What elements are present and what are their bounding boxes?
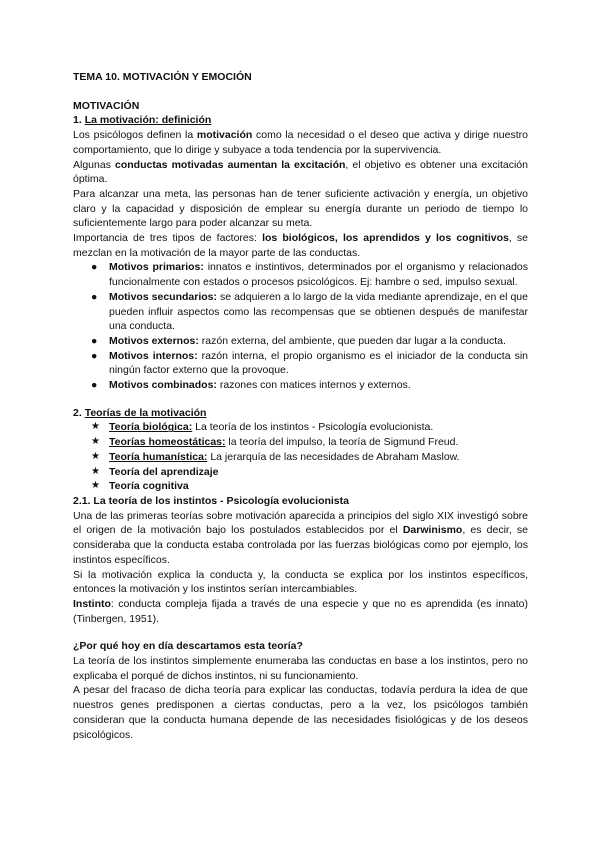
bold-term: Teoría humanística: bbox=[109, 450, 208, 463]
bullet-icon: ● bbox=[91, 334, 98, 347]
paragraph-excitation bbox=[73, 158, 528, 187]
text: La jerarquía de las necesidades de Abraham Maslow. bbox=[207, 450, 460, 463]
motive-list bbox=[73, 260, 528, 392]
bold-term: Motivos primarios: bbox=[109, 261, 204, 274]
paragraph-instinct-definition bbox=[73, 597, 528, 626]
list-item bbox=[73, 435, 528, 450]
bold-term: Motivos combinados: bbox=[109, 379, 217, 392]
bold-term: los biológicos, los aprendidos y los cognitivos bbox=[262, 232, 509, 245]
text: , se mezclan en la motivación de la mayor parte de las conductas. bbox=[73, 232, 528, 259]
list-item bbox=[73, 334, 528, 349]
list-item bbox=[73, 378, 528, 393]
bullet-icon: ● bbox=[91, 379, 98, 392]
list-item bbox=[73, 420, 528, 435]
star-icon: ★ bbox=[91, 436, 100, 448]
text: como la necesidad o el deseo que activa y dirige nuestro comportamiento, que lo dirige y subyace a toda tendencia por la supervivencia. bbox=[73, 129, 528, 156]
text: Los psicólogos definen la bbox=[73, 129, 197, 142]
paragraph-definition bbox=[73, 128, 528, 157]
text: razón externa, del ambiente, que pueden dar lugar a la conducta. bbox=[198, 334, 506, 347]
list-item bbox=[73, 290, 528, 334]
heading-2-number: 2. bbox=[73, 406, 85, 419]
list-item bbox=[73, 349, 528, 378]
heading-1 bbox=[73, 113, 528, 128]
bold-term: Teorías homeostáticas: bbox=[109, 436, 226, 449]
text: se adquieren a lo largo de la vida mediante aprendizaje, en el que pueden influir aspectos como las recompensas que se obtienen después de manifestar una conducta. bbox=[109, 290, 528, 333]
text: , es decir, se consideraba que la conducta estaba controlada por las fuerzas biológicas como por ejemplo, los instintos específicos. bbox=[73, 524, 528, 566]
bold-term: Teoría biológica: bbox=[109, 421, 193, 434]
bullet-icon: ● bbox=[91, 290, 98, 303]
star-icon: ★ bbox=[91, 465, 100, 477]
heading-why: ¿Por qué hoy en día descartamos esta teoría? bbox=[73, 640, 303, 653]
paragraph-why-1: La teoría de los instintos simplemente enumeraba las conductas en base a los instintos, pero no explicaba el porqué de dichos instintos, ni su funcionamiento. bbox=[73, 655, 528, 682]
paragraph-interchangeable: Si la motivación explica la conducta y, la conducta se explica por los instintos específicos, entonces la motivación y los instintos serían intercambiables. bbox=[73, 568, 528, 596]
text: la teoría del impulso, la teoría de Sigmund Freud. bbox=[225, 436, 459, 449]
paragraph-why-2: A pesar del fracaso de dicha teoría para explicar las conductas, todavía perdura la idea de que nuestros genes predisponen a ciertas conductas, pero a la vez, los psicólogos también consideran que la conducta humana depende de las necesidades fisiológicas y de los deseos psicológicos. bbox=[73, 684, 528, 741]
spacer bbox=[73, 626, 528, 639]
text: , el objetivo es obtener una excitación óptima. bbox=[73, 158, 528, 186]
list-item bbox=[73, 450, 528, 465]
spacer bbox=[73, 393, 528, 406]
document-title: TEMA 10. MOTIVACIÓN Y EMOCIÓN bbox=[73, 71, 252, 83]
heading-2 bbox=[73, 406, 528, 421]
text: razones con matices internos y externos. bbox=[216, 379, 411, 392]
list-item bbox=[73, 465, 528, 480]
paragraph-instinct-theory bbox=[73, 509, 528, 568]
bold-term: Motivos externos: bbox=[109, 334, 199, 347]
heading-2-text: Teorías de la motivación bbox=[84, 406, 207, 419]
text: Importancia de tres tipos de factores: bbox=[73, 232, 263, 245]
list-item bbox=[73, 479, 528, 494]
text: La teoría de los instintos - Psicología evolucionista. bbox=[192, 421, 434, 434]
bold-term: Teoría del aprendizaje bbox=[109, 465, 219, 478]
list-item bbox=[73, 260, 528, 289]
bold-term: Teoría cognitiva bbox=[109, 480, 189, 493]
heading-1-text: La motivación: definición bbox=[84, 114, 212, 127]
bold-term: conductas motivadas aumentan la excitación bbox=[115, 158, 346, 171]
star-icon: ★ bbox=[91, 480, 100, 492]
paragraph-factors bbox=[73, 231, 528, 260]
bold-term: Motivos secundarios: bbox=[109, 290, 218, 303]
star-icon: ★ bbox=[91, 450, 100, 462]
bold-term: Darwinismo bbox=[402, 524, 463, 537]
text: Una de las primeras teorías sobre motivación aparecida a principios del siglo XIX investigó sobre el origen de la motivación bajo los postulados establecidos por el bbox=[73, 509, 528, 537]
text: : conducta compleja fijada a través de una especie y que no es aprendida (es innato) (Tinbergen, 1951). bbox=[73, 597, 528, 625]
bullet-icon: ● bbox=[91, 349, 98, 362]
bold-term: motivación bbox=[196, 129, 253, 142]
paragraph-goal: Para alcanzar una meta, las personas han de tener suficiente activación y energía, un objetivo claro y la capacidad y disposición de emplear su energía durante un periodo de tiempo lo suficientemente largo para poder alcanzar su meta. bbox=[73, 187, 528, 230]
text: innatos e instintivos, determinados por el organismo y relacionados funcionalmente con estados o procesos psicológicos. Ej: hambre o sed, impulso sexual. bbox=[109, 261, 528, 289]
section-title-motivacion: MOTIVACIÓN bbox=[73, 99, 140, 112]
bold-term: Instinto bbox=[73, 597, 111, 610]
heading-1-number: 1. bbox=[73, 114, 85, 127]
heading-2-1: 2.1. La teoría de los instintos - Psicología evolucionista bbox=[73, 494, 349, 507]
bullet-icon: ● bbox=[91, 261, 98, 274]
theory-list bbox=[73, 420, 528, 494]
star-icon: ★ bbox=[91, 421, 100, 433]
bold-term: Motivos internos: bbox=[109, 349, 198, 362]
text: Algunas bbox=[73, 158, 116, 171]
text: razón interna, el propio organismo es el iniciador de la conducta sin ningún factor externo que la provoque. bbox=[109, 349, 528, 377]
